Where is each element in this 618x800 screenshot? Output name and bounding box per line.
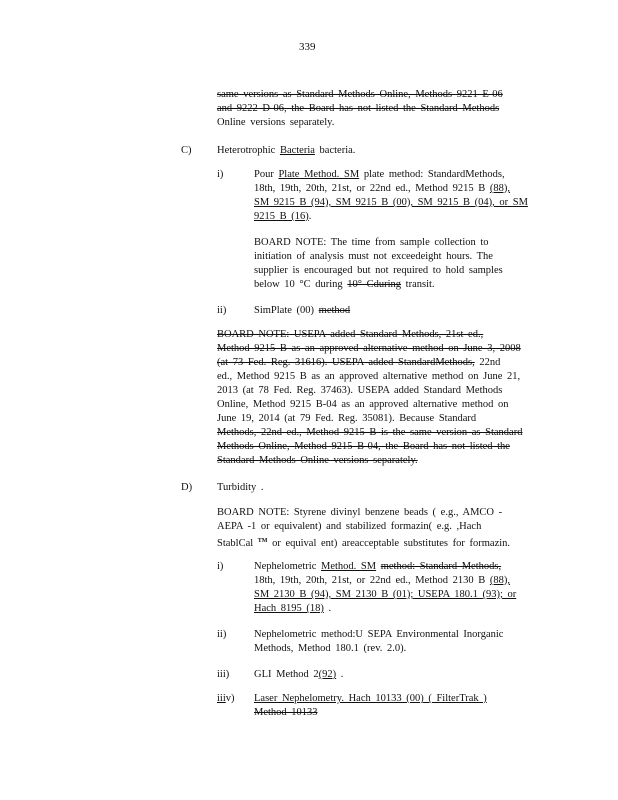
intro-line-2: and 9222 D-06, the Board has not listed the Standard Methods xyxy=(217,103,500,114)
section-c-title: Heterotrophic Bacteria bacteria. xyxy=(217,145,356,156)
d-iv-label: iiiv) xyxy=(217,693,235,704)
d-ii-text: Nephelometric method:U SEPA Environmental Inorganic Methods, Method 180.1 (rev. 2.0). xyxy=(254,629,504,654)
c-ii-text: SimPlate (00) method xyxy=(254,305,351,316)
d-iii-label: iii) xyxy=(217,669,230,680)
d-iii-text: GLI Method 2(92) . xyxy=(254,669,344,680)
section-c-label: C) xyxy=(181,145,192,156)
section-d-title: Turbidity . xyxy=(217,482,264,493)
d-i-text: Nephelometric Method. SM method: Standard Methods, 18th, 19th, 20th, 21st, or 22nd ed., Method 2130 B (88), SM 2130 B (94), SM 2130 B (01); USEPA 180.1 (93); or Hach 8195 (18) . xyxy=(254,561,517,614)
c-ii-label: ii) xyxy=(217,305,227,316)
intro-line-1: same versions as Standard Methods Online, Methods 9221 E-06 xyxy=(217,89,503,100)
d-board-note: BOARD NOTE: Styrene divinyl benzene beads ( e.g., AMCO - AEPA -1 or equivalent) and stabilized formazin( e.g. ,Hach StablCal ™ or equival ent) areacceptable substitutes for formazin. xyxy=(217,507,511,549)
section-d-label: D) xyxy=(181,482,193,493)
intro-line-3: Online versions separately. xyxy=(217,117,335,128)
c-i-text: Pour Plate Method. SM plate method: StandardMethods, 18th, 19th, 20th, 21st, or 22nd ed., Method 9215 B (88), SM 9215 B (94), SM 9215 B (00), SM 9215 B (04), or SM 9215 B (16). xyxy=(254,169,528,222)
d-iv-text: Laser Nephelometry. Hach 10133 (00) ( FilterTrak ) Method 10133 xyxy=(254,693,487,718)
d-i-label: i) xyxy=(217,561,224,572)
page-number: 339 xyxy=(299,41,316,53)
c-i-label: i) xyxy=(217,169,224,180)
c-i-board-note: BOARD NOTE: The time from sample collection to initiation of analysis must not exceedeight hours. The supplier is encouraged but not required to hold samples below 10 °C during 10° Cduring transit. xyxy=(254,237,503,290)
d-ii-label: ii) xyxy=(217,629,227,640)
intro-paragraph xyxy=(217,88,503,130)
c-board-note: BOARD NOTE: USEPA added Standard Methods, 21st ed., Method 9215 B as an approved alternative method on June 3, 2008 (at 73 Fed. Reg. 31616). USEPA added StandardMethods, 22nd ed., Method 9215 B as an approved alternative method on June 21, 2013 (at 78 Fed. Reg. 37463). USEPA added Standard Methods Online, Method 9215 B-04 as an approved alternative method on June 19, 2014 (at 79 Fed. Reg. 35081). Because Standard Methods, 22nd ed., Method 9215 B is the same version as Standard Methods Online, Method 9215 B-04, the Board has not listed the Standard Methods Online versions separately. xyxy=(217,329,523,466)
